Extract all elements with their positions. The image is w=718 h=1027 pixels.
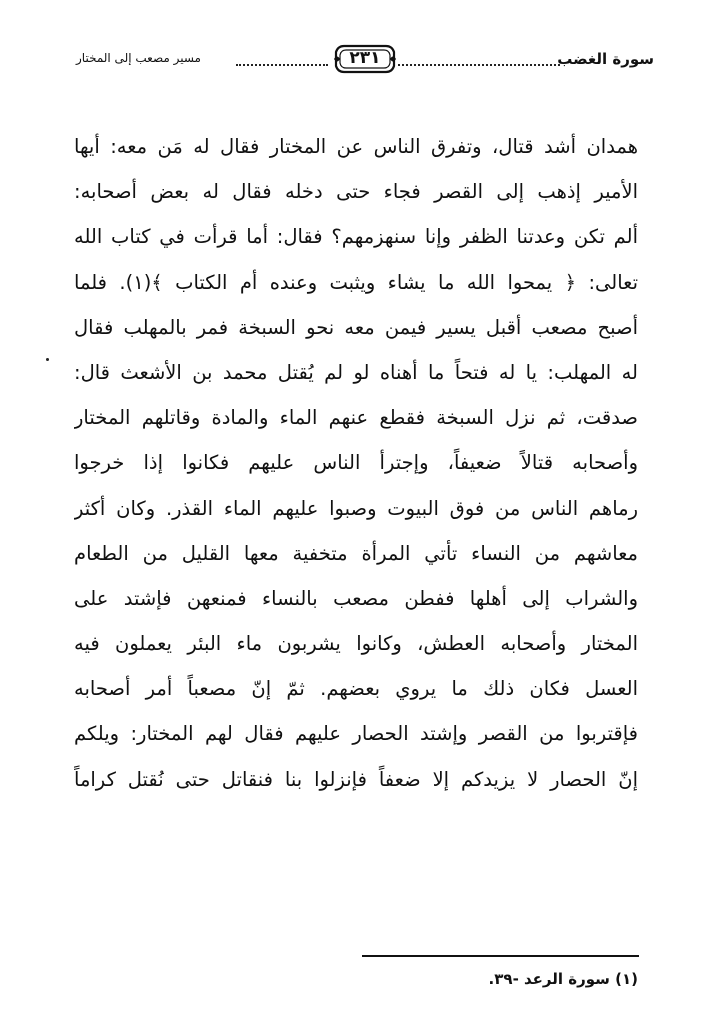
text-line: والشراب إلى أهلها ففطن مصعب بالنساء فمنعهن فإشتد على (74, 586, 638, 610)
page-number: ٢٣١ (349, 48, 381, 68)
running-header (76, 40, 654, 84)
text-line: إنّ الحصار لا يزيدكم إلا ضعفاً فإنزلوا بنا فنقاتل حتى نُقتل كراماً (74, 767, 638, 791)
text-line: العسل فكان ذلك ما يروي بعضهم. ثمّ إنّ مصعباً أمر أصحابه (74, 677, 638, 701)
text-line: همدان أشد قتال، وتفرق الناس عن المختار فقال له مَن معه: أيها (74, 135, 638, 158)
header-dotted-leader-right (398, 64, 560, 66)
footnote: (١) سورة الرعد -٣٩. (488, 970, 638, 988)
text-line: رماهم الناس من فوق البيوت وصبوا عليهم الماء القذر. وكان أكثر (74, 496, 638, 520)
chapter-title: مسير مصعب إلى المختار (76, 51, 201, 65)
text-line: له المهلب: يا له فتحاً ما أهناه لو لم يُقتل محمد بن الأشعث قال: (74, 360, 638, 384)
text-line: وأصحابه قتالاً ضعيفاً، وإجترأ الناس عليهم فكانوا إذا خرجوا (74, 451, 638, 475)
footnote-separator (362, 955, 639, 957)
text-line: الأمير إذهب إلى القصر فجاء حتى دخله فقال له بعض أصحابه: (74, 180, 638, 204)
margin-mark (46, 358, 49, 361)
text-line: معاشهم من النساء تأتي المرأة متخفية معها القليل من الطعام (74, 541, 638, 565)
text-line: ألم تكن وعدتنا الظفر وإنا سنهزمهم؟ فقال: أما قرأت في كتاب الله (74, 225, 638, 249)
text-line: تعالى: ﴿ يمحوا الله ما يشاء ويثبت وعنده أم الكتاب ﴾(١). فلما (74, 270, 638, 294)
surah-title: سورة الغضب (557, 50, 654, 68)
text-line: صدقت، ثم نزل السبخة فقطع عنهم الماء والمادة وقاتلهم المختار (74, 406, 638, 430)
header-dotted-leader-left (236, 64, 328, 66)
text-line: المختار وأصحابه العطش، وكانوا يشربون ماء البئر يعملون فيه (74, 632, 638, 656)
page-number-ornament (334, 42, 396, 76)
body-paragraph (74, 124, 638, 802)
text-line: أصبح مصعب أقبل يسير فيمن معه نحو السبخة فمر بالمهلب فقال (74, 315, 638, 339)
text-line: فإقتربوا من القصر وإشتد الحصار عليهم فقال لهم المختار: ويلكم (74, 722, 638, 746)
